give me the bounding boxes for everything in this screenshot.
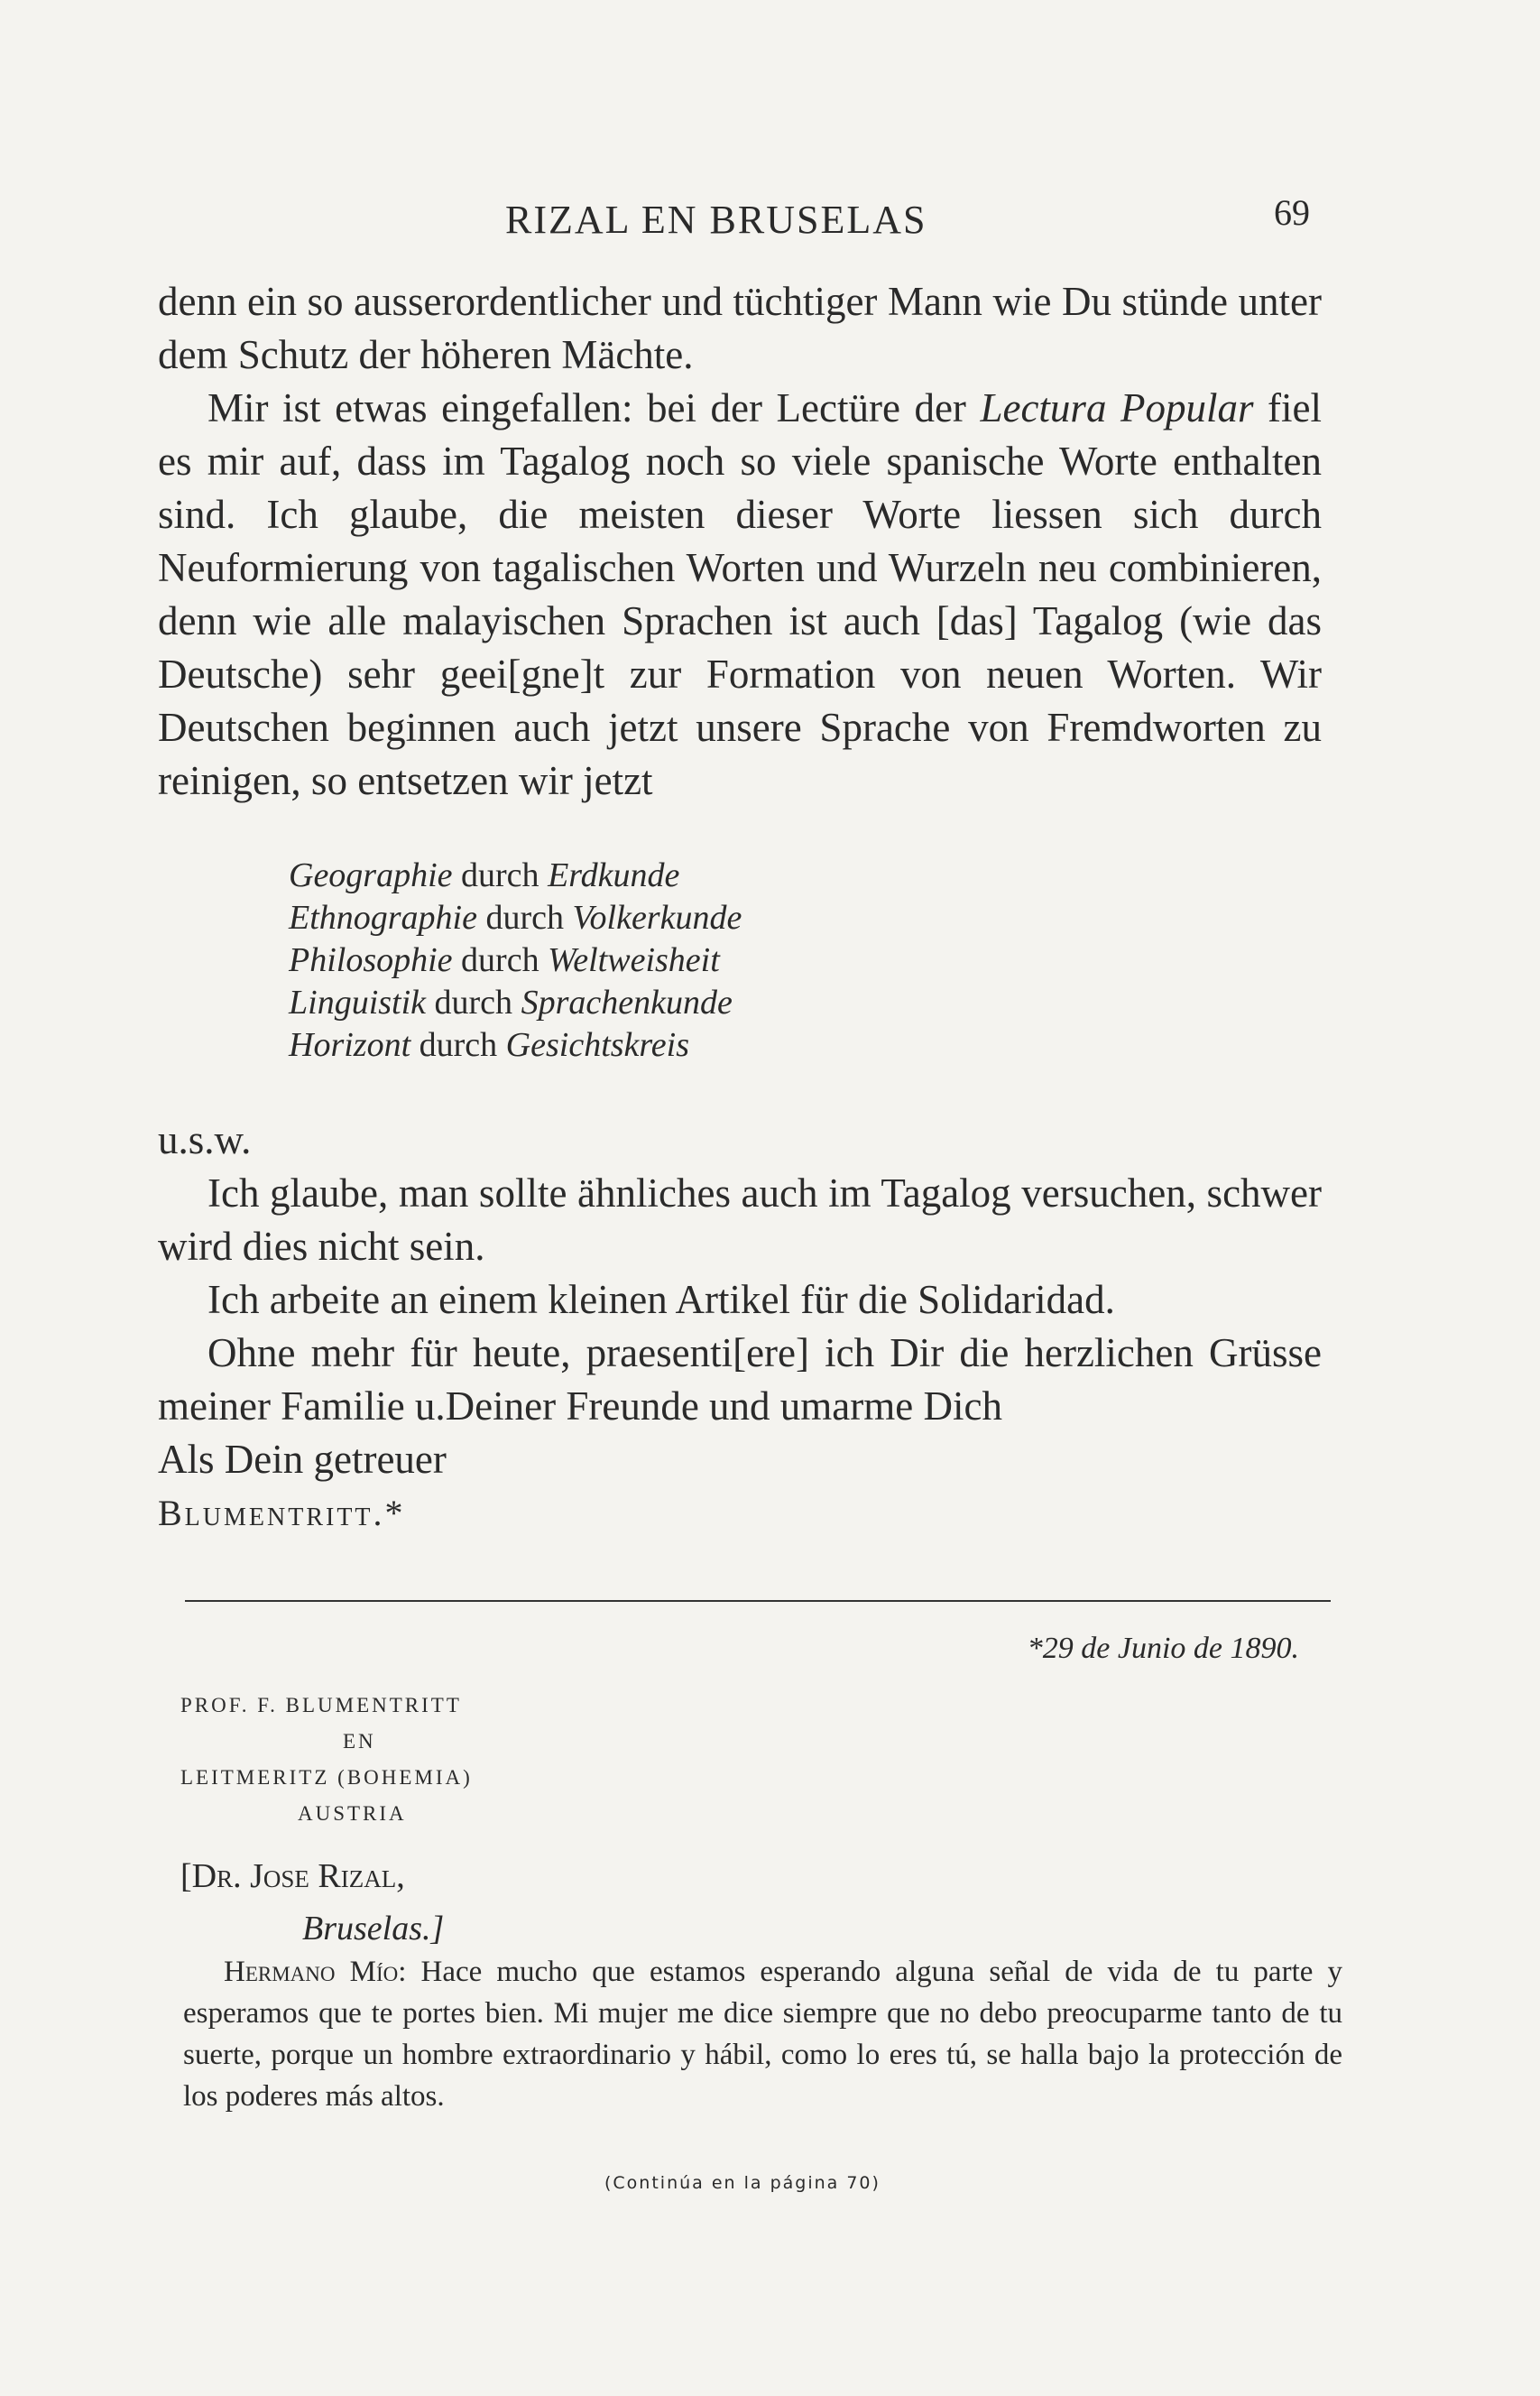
word-replacement-list — [289, 855, 1322, 1067]
recipient-city: Bruselas.] — [302, 1910, 445, 1947]
address-line: LEITMERITZ (BOHEMIA) — [180, 1766, 473, 1789]
connector: durch — [419, 1026, 498, 1064]
running-head — [180, 192, 1353, 251]
foreign-word: Horizont — [289, 1026, 411, 1064]
paragraph: denn ein so ausserordentlicher und tüchtiger Mann wie Du stünde unter dem Schutz der höheren Mächte. — [158, 279, 1322, 377]
address-line: EN — [343, 1730, 376, 1753]
german-word: Volkerkunde — [572, 899, 742, 937]
usw-line: u.s.w. — [158, 1117, 252, 1162]
german-word: Gesichtskreis — [505, 1026, 689, 1064]
footnote-date: *29 de Junio de 1890. — [1027, 1632, 1299, 1665]
text-span: fiel es mir auf, dass im Tagalog noch so viele spanische Worte enthalten sind. Ich glaube, die meisten dieser Worte liessen sich durch Neuformierung von tagalischen Worten und Wurzeln neu combinieren, denn wie alle malayischen Sprachen ist auch [das] Tagalog (wie das Deutsche) sehr geei[gne]t zur Formation von neuen Worten. Wir Deutschen beginnen auch jetzt unsere Sprache von Fremdworten zu reinigen, so entsetzen wir jetzt — [158, 385, 1322, 803]
connector: durch — [434, 984, 513, 1022]
publication-title: Lectura Popular — [980, 385, 1254, 430]
section-divider — [185, 1600, 1331, 1602]
address-line: AUSTRIA — [298, 1802, 407, 1825]
recipient-name: [Dr. Jose Rizal, — [180, 1857, 405, 1895]
list-item — [289, 982, 1322, 1024]
paragraph — [158, 382, 1322, 808]
sender-address — [180, 1688, 722, 1832]
text-span: Mir ist etwas eingefallen: bei der Lectüre der — [207, 385, 981, 430]
paragraph: Ich arbeite an einem kleinen Artikel für die Solidaridad. — [207, 1277, 1115, 1322]
german-letter — [158, 275, 1322, 1540]
running-title: RIZAL EN BRUSELAS — [505, 198, 927, 242]
german-word: Weltweisheit — [548, 941, 720, 979]
closing-line: Als Dein getreuer — [158, 1437, 447, 1482]
page-number: 69 — [1274, 192, 1310, 233]
connector: durch — [485, 899, 565, 937]
paragraph: Ich glaube, man sollte ähnliches auch im Tagalog versuchen, schwer wird dies nicht sein. — [158, 1170, 1322, 1269]
paragraph: Ohne mehr für heute, praesenti[ere] ich Dir die herzlichen Grüsse meiner Familie u.Deiner Freunde und umarme Dich — [158, 1330, 1322, 1429]
german-word: Sprachenkunde — [521, 984, 733, 1022]
spanish-translation — [183, 1951, 1342, 2117]
signature: Blumentritt.* — [158, 1493, 406, 1533]
list-item — [289, 1024, 1322, 1067]
foreign-word: Geographie — [289, 856, 453, 894]
foreign-word: Linguistik — [289, 984, 427, 1022]
list-item — [289, 855, 1322, 897]
salutation: Hermano Mío: — [224, 1956, 407, 1988]
connector: durch — [461, 941, 539, 979]
address-line: PROF. F. BLUMENTRITT — [180, 1694, 462, 1716]
translation-body: Hace mucho que estamos esperando alguna señal de vida de tu parte y esperamos que te portes bien. Mi mujer me dice siempre que no debo preocuparme tanto de tu suerte, porque un hombre extraordinario y hábil, como lo eres tú, se halla bajo la protección de los poderes más altos. — [183, 1956, 1342, 2113]
german-word: Erdkunde — [548, 856, 680, 894]
foreign-word: Ethnographie — [289, 899, 477, 937]
list-item — [289, 939, 1322, 982]
recipient-block — [180, 1850, 812, 1955]
foreign-word: Philosophie — [289, 941, 453, 979]
list-item — [289, 897, 1322, 939]
connector: durch — [461, 856, 539, 894]
continuation-note: (Continúa en la página 70) — [604, 2173, 881, 2193]
